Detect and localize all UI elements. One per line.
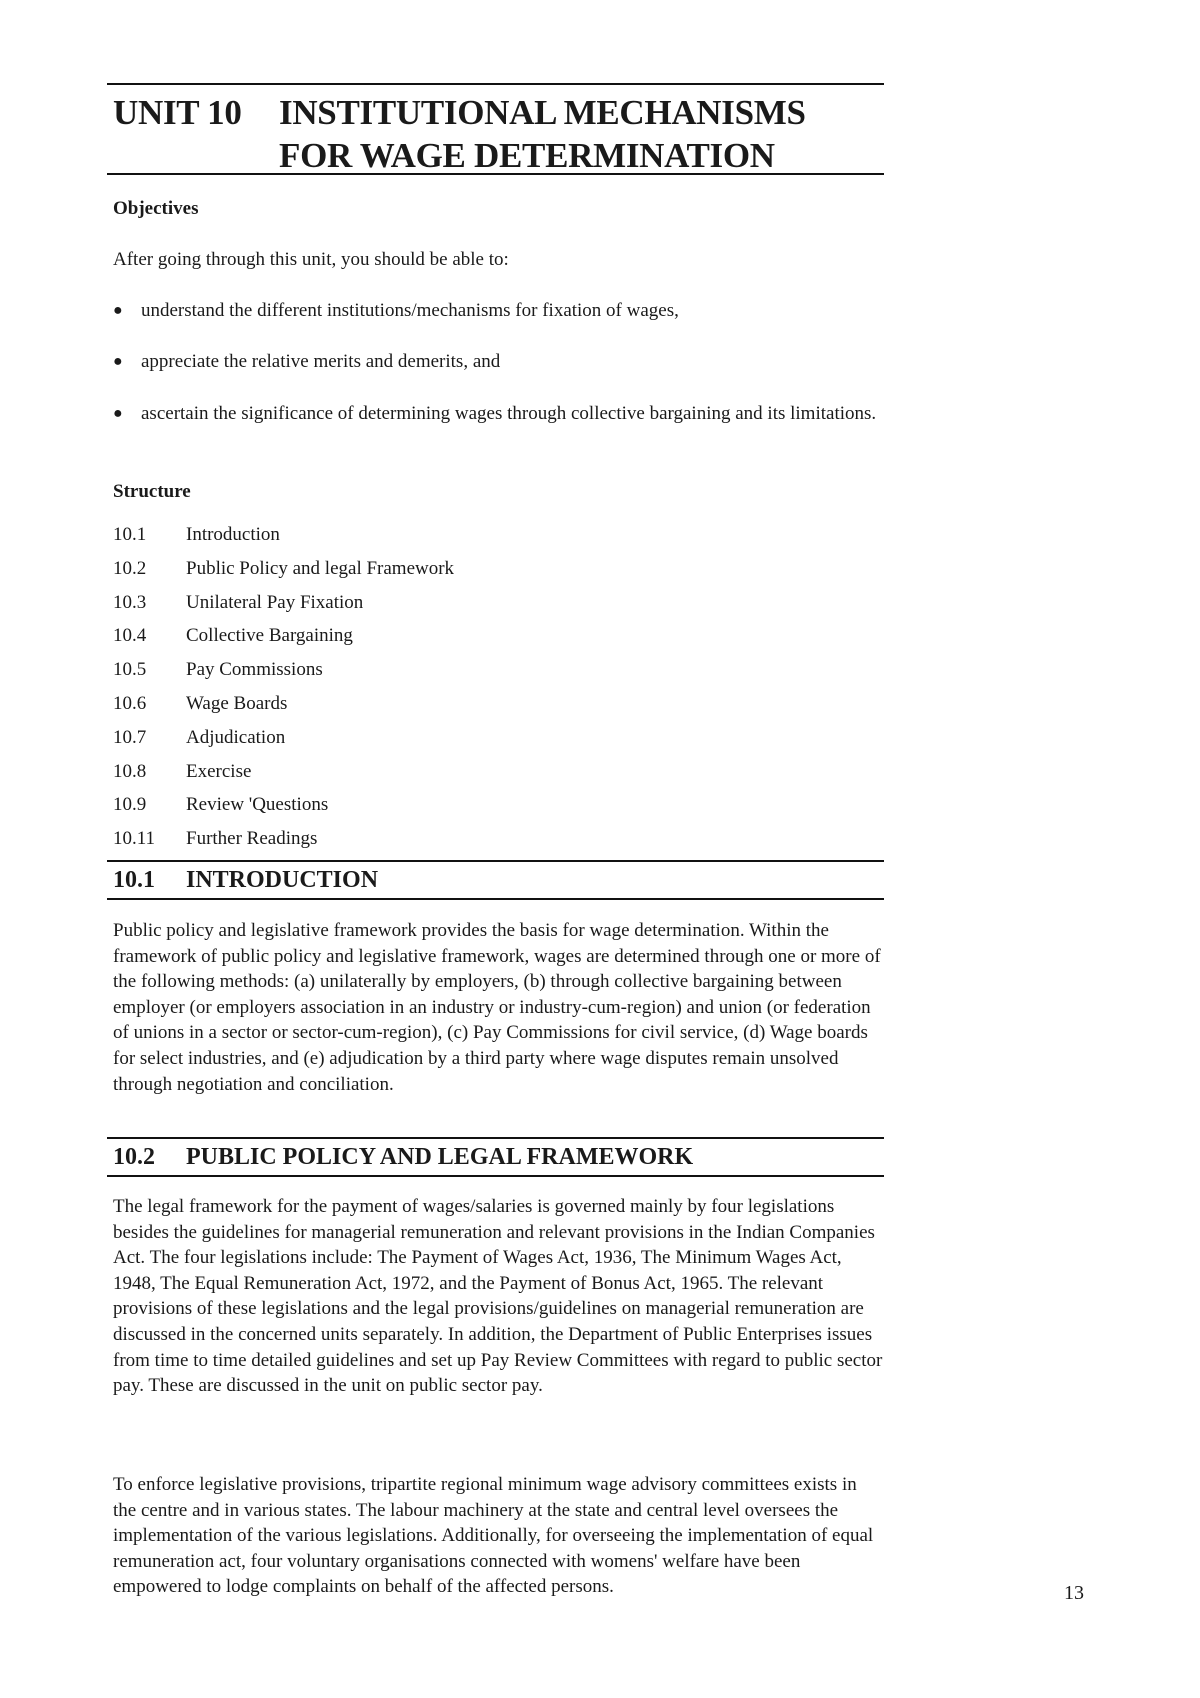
- section-title: PUBLIC POLICY AND LEGAL FRAMEWORK: [186, 1144, 694, 1170]
- unit-title-row-2: [113, 134, 884, 177]
- structure-item: 10.7 Adjudication: [113, 726, 286, 748]
- objective-item: ● appreciate the relative merits and demerits, and: [113, 349, 884, 375]
- structure-item: 10.2 Public Policy and legal Framework: [113, 557, 455, 579]
- structure-item: 10.5 Pay Commissions: [113, 659, 323, 681]
- objectives-intro: After going through this unit, you should be able to:: [113, 249, 509, 270]
- unit-title-line-1: INSTITUTIONAL MECHANISMS: [279, 93, 806, 132]
- structure-heading: Structure: [113, 481, 191, 502]
- structure-item: 10.3 Unilateral Pay Fixation: [113, 591, 364, 613]
- structure-list: [113, 518, 884, 856]
- bullet-icon: ●: [113, 302, 123, 319]
- section-heading-public-policy: [107, 1137, 884, 1177]
- bullet-icon: ●: [113, 353, 123, 370]
- section-heading-introduction: [107, 860, 884, 900]
- bullet-icon: ●: [113, 405, 123, 422]
- section-number: 10.2: [113, 1144, 155, 1170]
- section-number: 10.1: [113, 867, 155, 893]
- objectives-heading: Objectives: [113, 198, 199, 219]
- structure-item: 10.11 Further Readings: [113, 828, 318, 850]
- section-title: INTRODUCTION: [186, 867, 379, 893]
- unit-title-line-2: FOR WAGE DETERMINATION: [279, 136, 775, 175]
- unit-number: UNIT 10: [113, 93, 242, 132]
- structure-item: 10.4 Collective Bargaining: [113, 625, 353, 647]
- objective-item: ● ascertain the significance of determining wages through collective bargaining and its limitations.: [113, 401, 884, 427]
- structure-item: 10.8 Exercise: [113, 760, 252, 782]
- public-policy-paragraph-1: The legal framework for the payment of wages/salaries is governed mainly by four legislations besides the guidelines for managerial remuneration and relevant provisions in the Indian Companies Act. The four legislations include: The Payment of Wages Act, 1936, The Minimum Wages Act, 1948, The Equal Remuneration Act, 1972, and the Payment of Bonus Act, 1965. The relevant provisions of these legislations and the legal provisions/guidelines on managerial remuneration are discussed in the concerned units separately. In addition, the Department of Public Enterprises issues from time to time detailed guidelines and set up Pay Review Committees with regard to public sector pay. These are discussed in the unit on public sector pay.: [113, 1196, 883, 1397]
- public-policy-paragraph-2: To enforce legislative provisions, tripartite regional minimum wage advisory committees exists in the centre and in various states. The labour machinery at the state and central level oversees the implementation of the various legislations. Additionally, for overseeing the implementation of equal remuneration act, four voluntary organisations connected with womens' welfare have been empowered to lodge complaints on behalf of the affected persons.: [113, 1474, 874, 1598]
- page-number: 13: [1064, 1582, 1084, 1604]
- structure-item: 10.1 Introduction: [113, 524, 280, 545]
- objective-item: ● understand the different institutions/mechanisms for fixation of wages,: [113, 298, 884, 324]
- introduction-paragraph: Public policy and legislative framework provides the basis for wage determination. Within the framework of public policy and legislative framework, wages are determined through one or more of the following methods: (a) unilaterally by employers, (b) through collective bargaining between employer (or employers association in an industry or industry-cum-region) and union (or federation of unions in a sector or sector-cum-region), (c) Pay Commissions for civil service, (d) Wage boards for select industries, and (e) adjudication by a third party where wage disputes remain unsolved through negotiation and conciliation.: [113, 920, 881, 1095]
- unit-header: [107, 83, 884, 175]
- unit-title-row-1: [113, 91, 884, 134]
- structure-item: 10.9 Review 'Questions: [113, 794, 329, 816]
- structure-item: 10.6 Wage Boards: [113, 692, 288, 714]
